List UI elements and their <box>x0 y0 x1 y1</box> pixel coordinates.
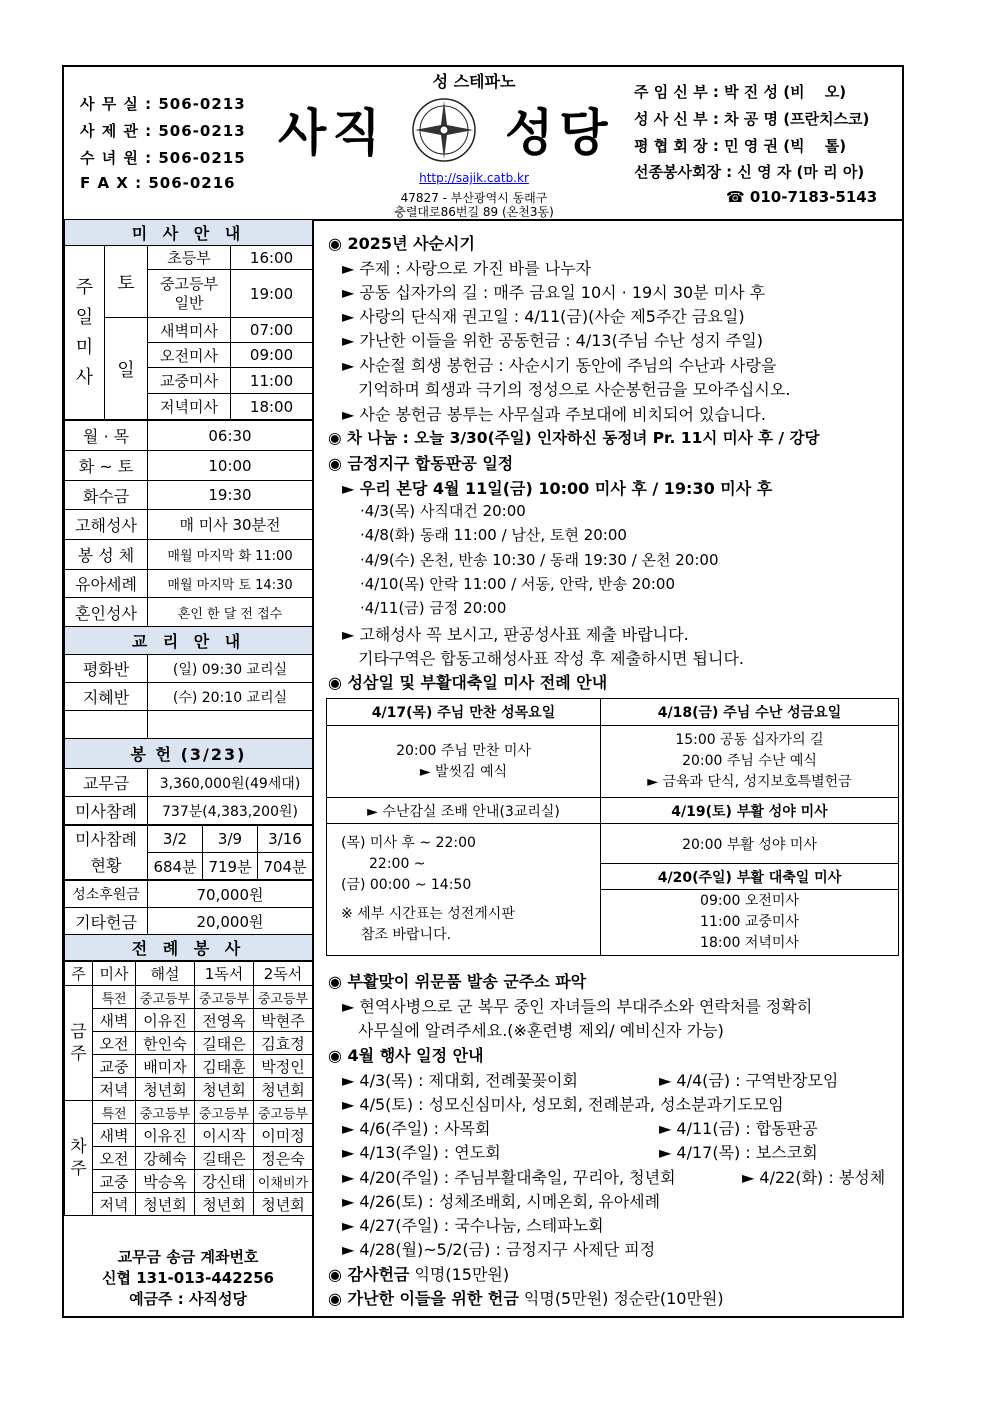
lent-title: ◉ 2025년 사순시기 <box>328 234 475 253</box>
liturgy-cell: 이유진 <box>136 1009 195 1032</box>
april-event: ► 4/4(금) : 구역반장모임 <box>659 1071 839 1090</box>
april-event: ► 4/27(주일) : 국수나눔, 스테파노회 <box>342 1216 604 1235</box>
liturgy-cell: 이채비가 <box>254 1170 313 1193</box>
gift-line: 사무실에 알려주세요.(※훈련병 제외/ 예비신자 가능) <box>358 1021 724 1040</box>
catechism-time <box>148 711 313 739</box>
liturgy-head: 미사 <box>93 962 136 986</box>
staff-council: 평 협 회 장 : 민 영 권 (빅 톨) <box>634 137 847 155</box>
weekday-label: 혼인성사 <box>65 598 148 627</box>
contact-rectory: 사 제 관 : 506-0213 <box>80 122 246 140</box>
liturgy-cell: 배미자 <box>136 1055 195 1078</box>
weekday-label: 화 ~ 토 <box>65 451 148 481</box>
attendance-table <box>64 825 313 880</box>
friday-head: 4/18(금) 주님 수난 성금요일 <box>601 699 899 726</box>
catechism-class: 지혜반 <box>65 683 148 711</box>
confession-item: ·4/8(화) 동래 11:00 / 남산, 토현 20:00 <box>360 526 627 544</box>
other-offering-table <box>64 880 313 961</box>
website-link[interactable]: http://sajik.catb.kr <box>419 171 529 185</box>
account-info <box>64 1247 312 1310</box>
liturgy-cell: 박승옥 <box>136 1170 195 1193</box>
next-week-label: 차주 <box>65 1101 93 1216</box>
mass-name: 저녁미사 <box>148 394 231 420</box>
weekday-time: 19:30 <box>148 481 313 510</box>
liturgy-cell: 중고등부 <box>195 1101 254 1124</box>
confession-title: ◉ 금정지구 합동판공 일정 <box>328 454 514 473</box>
address-line2: 충렬대로86번길 89 (온천3동) <box>394 205 554 219</box>
attendance-count: 684분 <box>148 853 203 880</box>
liturgy-cell: 강혜숙 <box>136 1147 195 1170</box>
liturgy-cell: 청년회 <box>136 1193 195 1216</box>
weekday-time: 10:00 <box>148 451 313 481</box>
liturgy-cell: 길태은 <box>195 1147 254 1170</box>
lent-item: ► 주제 : 사랑으로 가진 바를 나누자 <box>342 259 592 278</box>
offering-label: 교무금 <box>65 769 148 797</box>
liturgy-table <box>64 961 313 1216</box>
address-line1: 47827 - 부산광역시 동래구 <box>400 191 548 205</box>
friday-line: 20:00 주님 수난 예식 <box>682 753 817 769</box>
liturgy-cell: 중고등부 <box>136 986 195 1009</box>
bulletin-frame <box>62 65 904 1318</box>
adoration-line: (금) 00:00 ~ 14:50 <box>341 877 472 893</box>
weekday-time: 혼인 한 달 전 접수 <box>148 598 313 627</box>
liturgy-cell: 이유진 <box>136 1124 195 1147</box>
adoration-line: 22:00 ~ <box>369 856 426 872</box>
lent-item: ► 사랑의 단식재 권고일 : 4/11(금)(사순 제5주간 금요일) <box>342 307 745 326</box>
staff-pastor: 주 임 신 부 : 박 진 성 (비 오) <box>634 83 847 101</box>
catechism-title: 교 리 안 내 <box>65 627 313 655</box>
liturgy-cell: 중고등부 <box>195 986 254 1009</box>
lent-item: 기억하며 희생과 극기의 정성으로 사순봉헌금을 모아주십시오. <box>358 380 791 399</box>
right-column <box>314 219 904 1318</box>
liturgy-cell: 중고등부 <box>254 986 313 1009</box>
catechism-time: (일) 09:30 교리실 <box>148 655 313 683</box>
liturgy-head: 해설 <box>136 962 195 986</box>
weekday-time: 매 미사 30분전 <box>148 510 313 540</box>
attendance-count: 704분 <box>258 853 313 880</box>
mass-name: 교중미사 <box>148 368 231 394</box>
friday-line: 15:00 공동 십자가의 길 <box>675 732 824 748</box>
sunday-mass-label: 주일미사 <box>65 246 105 420</box>
liturgy-cell: 중고등부 <box>136 1101 195 1124</box>
liturgy-cell: 청년회 <box>254 1193 313 1216</box>
contact-office: 사 무 실 : 506-0213 <box>80 95 246 113</box>
easter-title: ◉ 성삼일 및 부활대축일 미사 전례 안내 <box>328 673 608 692</box>
thursday-line: 20:00 주님 만찬 미사 <box>396 742 531 759</box>
liturgy-cell: 교중 <box>93 1170 136 1193</box>
thanks-offering: ◉ 감사헌금 익명(15만원) <box>328 1265 510 1284</box>
weekday-schedule-table <box>64 420 313 825</box>
liturgy-cell: 정은숙 <box>254 1147 313 1170</box>
confession-main: ► 우리 본당 4월 11일(금) 10:00 미사 후 / 19:30 미사 후 <box>342 479 773 498</box>
offering-value: 3,360,000원(49세대) <box>148 769 313 797</box>
attendance-date: 3/2 <box>148 826 203 853</box>
easter-line: 11:00 교중미사 <box>700 914 799 930</box>
confession-note: ► 고해성사 꼭 보시고, 판공성사표 제출 바랍니다. <box>342 625 689 644</box>
liturgy-cell: 김태훈 <box>195 1055 254 1078</box>
mass-name: 새벽미사 <box>148 318 231 343</box>
offering-value: 20,000원 <box>148 908 313 935</box>
liturgy-cell: 청년회 <box>136 1078 195 1101</box>
account-line: 예금주 : 사직성당 <box>129 1290 247 1308</box>
adoration-line: (목) 미사 후 ~ 22:00 <box>341 835 476 851</box>
april-event: ► 4/6(주일) : 사목회 <box>342 1119 491 1138</box>
april-title: ◉ 4월 행사 일정 안내 <box>328 1046 484 1065</box>
april-event: ► 4/3(목) : 제대회, 전례꽃꽂이회 <box>342 1071 578 1090</box>
this-week-label: 금주 <box>65 986 93 1101</box>
account-line: 신협 131-013-442256 <box>102 1269 274 1287</box>
april-event: ► 4/22(화) : 봉성체 <box>742 1168 886 1187</box>
weekday-label: 고해성사 <box>65 510 148 540</box>
mass-schedule-table <box>64 219 313 420</box>
offering-title: 봉 헌 (3/23) <box>65 739 313 769</box>
parish-prefix: 성 스테파노 <box>432 72 516 91</box>
liturgy-cell: 특전 <box>93 1101 136 1124</box>
easter-head: 4/20(주일) 부활 대축일 미사 <box>601 864 899 890</box>
liturgy-cell: 박현주 <box>254 1009 313 1032</box>
staff-priest: 성 사 신 부 : 차 공 명 (프란치스코) <box>634 110 870 128</box>
liturgy-cell: 중고등부 <box>254 1101 313 1124</box>
left-column <box>64 219 314 1318</box>
mass-name: 초등부 <box>148 246 231 270</box>
weekday-time: 매월 마지막 토 14:30 <box>148 570 313 598</box>
liturgy-cell: 교중 <box>93 1055 136 1078</box>
offering-label: 미사참례 <box>65 797 148 825</box>
liturgy-cell: 저녁 <box>93 1078 136 1101</box>
mass-name: 중고등부 일반 <box>148 270 231 318</box>
thursday-body <box>327 726 601 798</box>
mass-time: 11:00 <box>231 368 313 394</box>
liturgy-cell: 새벽 <box>93 1009 136 1032</box>
weekday-label: 화수금 <box>65 481 148 510</box>
april-event: ► 4/17(목) : 보스코회 <box>659 1143 818 1162</box>
april-event: ► 4/28(월)~5/2(금) : 금정지구 사제단 피정 <box>342 1240 656 1259</box>
easter-line: 18:00 저녁미사 <box>700 935 799 951</box>
confession-item: ·4/9(수) 온천, 반송 10:30 / 동래 19:30 / 온천 20:00 <box>360 551 719 569</box>
liturgy-cell: 새벽 <box>93 1124 136 1147</box>
lent-item: ► 사순 봉헌금 봉투는 사무실과 주보대에 비치되어 있습니다. <box>342 405 766 424</box>
weekday-time: 06:30 <box>148 421 313 451</box>
easter-schedule-table <box>326 698 899 956</box>
adoration-body <box>327 824 601 956</box>
liturgy-head: 1독서 <box>195 962 254 986</box>
sunday-label: 일 <box>105 318 148 420</box>
contact-fax: F A X : 506-0216 <box>80 174 236 192</box>
vigil-head: 4/19(토) 부활 성야 미사 <box>601 798 899 824</box>
liturgy-cell: 길태은 <box>195 1032 254 1055</box>
attendance-date: 3/9 <box>203 826 258 853</box>
confession-item: ·4/3(목) 사직대건 20:00 <box>360 502 526 520</box>
mass-time: 09:00 <box>231 343 313 368</box>
friday-body <box>601 726 899 798</box>
saturday-label: 토 <box>105 246 148 318</box>
attendance-date: 3/16 <box>258 826 313 853</box>
tea-sharing: ◉ 차 나눔 : 오늘 3/30(주일) 인자하신 동정녀 Pr. 11시 미사 후 / 강당 <box>328 429 820 447</box>
april-event: ► 4/26(토) : 성체조배회, 시메온회, 유아세례 <box>342 1192 661 1211</box>
adoration-line: ※ 세부 시간표는 성전게시판 <box>341 906 515 922</box>
mass-name: 오전미사 <box>148 343 231 368</box>
liturgy-cell: 청년회 <box>195 1078 254 1101</box>
liturgy-cell: 청년회 <box>195 1193 254 1216</box>
liturgy-head: 주 <box>65 962 93 986</box>
catechism-class <box>65 711 148 739</box>
april-event: ► 4/13(주일) : 연도회 <box>342 1143 501 1162</box>
cross-emblem-icon <box>409 95 479 165</box>
staff-funeral: 선종봉사회장 : 신 영 자 (마 리 아) <box>634 163 865 181</box>
parish-emblem <box>409 95 479 165</box>
easter-line: 09:00 오전미사 <box>700 893 799 909</box>
mass-time: 19:00 <box>231 270 313 318</box>
title-right: 성당 <box>505 104 614 162</box>
liturgy-cell: 특전 <box>93 986 136 1009</box>
april-event: ► 4/5(토) : 성모신심미사, 성모회, 전례분과, 성소분과기도모임 <box>342 1095 784 1114</box>
poor-offering: ◉ 가난한 이들을 위한 헌금 익명(5만원) 정순란(10만원) <box>328 1289 724 1308</box>
liturgy-cell: 이시작 <box>195 1124 254 1147</box>
confession-item: ·4/10(목) 안락 11:00 / 서동, 안락, 반송 20:00 <box>360 575 675 593</box>
liturgy-cell: 전영옥 <box>195 1009 254 1032</box>
liturgy-cell: 김효정 <box>254 1032 313 1055</box>
weekday-label: 봉 성 체 <box>65 540 148 570</box>
friday-line: ► 금육과 단식, 성지보호특별헌금 <box>647 774 852 790</box>
thursday-line: ► 발씻김 예식 <box>419 763 508 780</box>
offering-label: 기타헌금 <box>65 908 148 935</box>
confession-item: ·4/11(금) 금정 20:00 <box>360 599 507 617</box>
vigil-body: 20:00 부활 성야 미사 <box>601 824 899 864</box>
liturgy-cell: 박정인 <box>254 1055 313 1078</box>
confession-note: 기타구역은 합동고해성사표 작성 후 제출하시면 됩니다. <box>358 649 745 668</box>
liturgy-cell: 오전 <box>93 1032 136 1055</box>
contact-convent: 수 녀 원 : 506-0215 <box>80 149 246 167</box>
attendance-count: 719분 <box>203 853 258 880</box>
lent-item: ► 사순절 희생 봉헌금 : 사순시기 동안에 주님의 수난과 사랑을 <box>342 356 777 375</box>
adoration-line: 참조 바랍니다. <box>361 927 452 943</box>
attendance-label: 미사참례 현황 <box>65 826 148 880</box>
liturgy-cell: 오전 <box>93 1147 136 1170</box>
liturgy-cell: 저녁 <box>93 1193 136 1216</box>
april-event: ► 4/11(금) : 합동판공 <box>659 1119 818 1138</box>
lent-item: ► 공동 십자가의 길 : 매주 금요일 10시 · 19시 30분 미사 후 <box>342 283 766 302</box>
catechism-time: (수) 20:10 교리실 <box>148 683 313 711</box>
mass-time: 16:00 <box>231 246 313 270</box>
mass-time: 18:00 <box>231 394 313 420</box>
gift-line: ► 현역사병으로 군 복무 중인 자녀들의 부대주소와 연락처를 정확히 <box>342 997 813 1016</box>
mass-time: 07:00 <box>231 318 313 343</box>
weekday-label: 유아세례 <box>65 570 148 598</box>
liturgy-title: 전 례 봉 사 <box>65 935 313 961</box>
easter-body <box>601 890 899 956</box>
offering-value: 737분(4,383,200원) <box>148 797 313 825</box>
weekday-time: 매월 마지막 화 11:00 <box>148 540 313 570</box>
header <box>64 67 904 221</box>
liturgy-cell: 이미정 <box>254 1124 313 1147</box>
weekday-label: 월 · 목 <box>65 421 148 451</box>
lent-item: ► 가난한 이들을 위한 공동헌금 : 4/13(주님 수난 성지 주일) <box>342 331 764 350</box>
gift-title: ◉ 부활맞이 위문품 발송 군주소 파악 <box>328 972 587 991</box>
liturgy-head: 2독서 <box>254 962 313 986</box>
offering-value: 70,000원 <box>148 881 313 908</box>
liturgy-cell: 청년회 <box>254 1078 313 1101</box>
title-left: 사직 <box>278 104 387 162</box>
phone-number: ☎ 010-7183-5143 <box>726 188 878 206</box>
thursday-head: 4/17(목) 주님 만찬 성목요일 <box>327 699 601 726</box>
mass-title: 미 사 안 내 <box>65 220 313 246</box>
adoration-head: ► 수난감실 조배 안내(3교리실) <box>327 798 601 824</box>
offering-label: 성소후원금 <box>65 881 148 908</box>
account-line: 교무금 송금 계좌번호 <box>117 1248 259 1266</box>
april-event: ► 4/20(주일) : 주님부활대축일, 꾸리아, 청년회 <box>342 1168 676 1187</box>
liturgy-cell: 한인숙 <box>136 1032 195 1055</box>
liturgy-cell: 강신태 <box>195 1170 254 1193</box>
catechism-class: 평화반 <box>65 655 148 683</box>
